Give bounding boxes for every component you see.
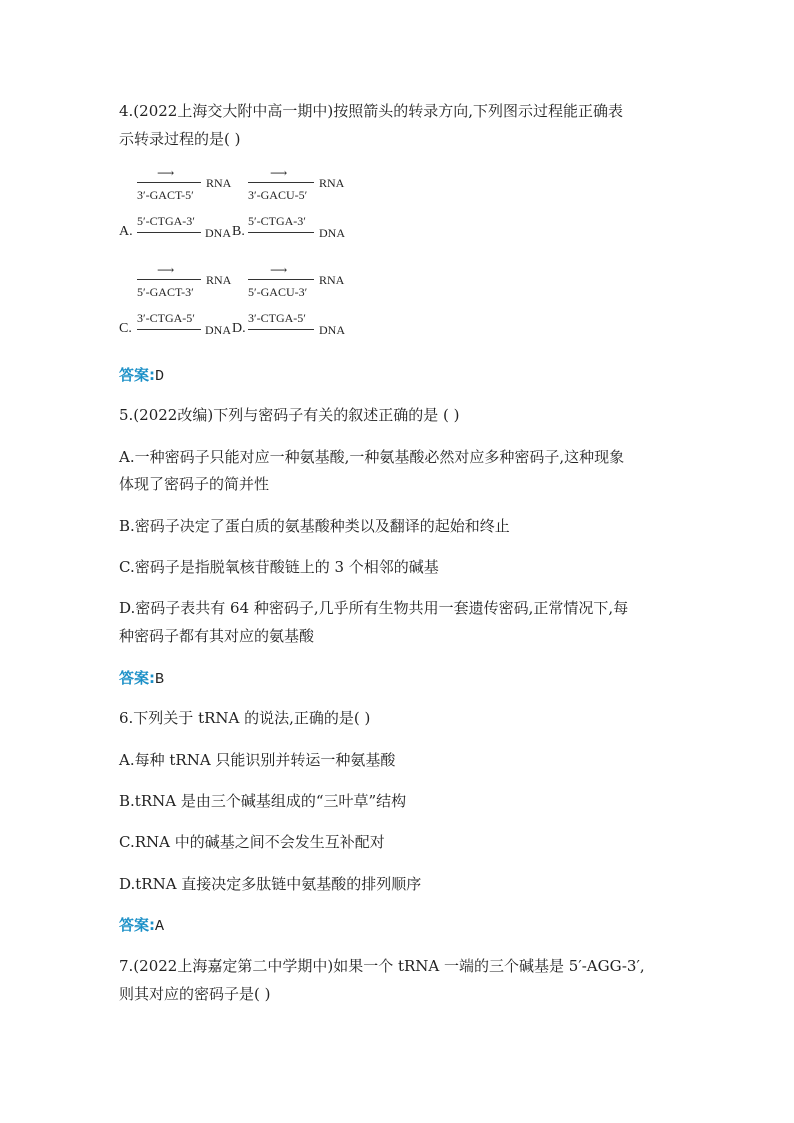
- strand-line: [248, 232, 314, 233]
- q5-option-a-line1: A.一种密码子只能对应一种氨基酸,一种氨基酸必然对应多种密码子,这种现象: [119, 448, 625, 466]
- q7-stem-line1: 7.(2022上海嘉定第二中学期中)如果一个 tRNA 一端的三个碱基是 5′-AGG-3′,: [119, 957, 645, 975]
- answer-value: B: [155, 671, 165, 688]
- q6-option-c: C.RNA 中的碱基之间不会发生互补配对: [119, 833, 385, 851]
- q4-c-dna-seq: 3′-CTGA-5′: [137, 311, 195, 325]
- q4-d-rna-seq: 5′-GACU-3′: [248, 285, 308, 299]
- strand-line: [248, 329, 314, 330]
- q5-option-d-line2: 种密码子都有其对应的氨基酸: [119, 627, 315, 645]
- rna-label: RNA: [319, 176, 345, 190]
- q4-stem-line1: 4.(2022上海交大附中高一期中)按照箭头的转录方向,下列图示过程能正确表: [119, 102, 623, 120]
- strand-line: [137, 279, 201, 280]
- arrow-icon: ⟶: [157, 166, 175, 180]
- dna-label: DNA: [319, 226, 345, 240]
- q4-b-rna-seq: 3′-GACU-5′: [248, 188, 308, 202]
- answer-label: 答案:: [119, 916, 155, 934]
- q4-answer: [119, 365, 164, 387]
- dna-label: DNA: [205, 226, 231, 240]
- q4-option-c-letter: C.: [119, 321, 132, 336]
- q4-a-rna-seq: 3′-GACT-5′: [137, 188, 194, 202]
- q4-c-dna: [137, 323, 231, 338]
- q4-b-dna-seq: 5′-CTGA-3′: [248, 214, 306, 228]
- q5-option-b: B.密码子决定了蛋白质的氨基酸种类以及翻译的起始和终止: [119, 517, 510, 535]
- answer-label: 答案:: [119, 669, 155, 687]
- strand-line: [137, 329, 201, 330]
- rna-label: RNA: [319, 273, 345, 287]
- q4-option-b-letter: B.: [232, 224, 245, 239]
- q4-d-dna: [248, 323, 345, 338]
- q4-a-dna: [137, 226, 231, 241]
- answer-value: D: [155, 368, 165, 385]
- strand-line: [137, 182, 201, 183]
- strand-line: [248, 182, 314, 183]
- rna-label: RNA: [206, 176, 232, 190]
- q5-stem: 5.(2022改编)下列与密码子有关的叙述正确的是 ( ): [119, 406, 460, 424]
- q4-d-dna-seq: 3′-CTGA-5′: [248, 311, 306, 325]
- answer-value: A: [155, 918, 165, 935]
- q6-option-d: D.tRNA 直接决定多肽链中氨基酸的排列顺序: [119, 875, 422, 893]
- q4-option-d-letter: D.: [232, 321, 246, 336]
- arrow-icon: ⟶: [270, 263, 288, 277]
- arrow-icon: ⟶: [270, 166, 288, 180]
- q4-stem-line2: 示转录过程的是( ): [119, 130, 241, 148]
- rna-label: RNA: [206, 273, 232, 287]
- q6-stem: 6.下列关于 tRNA 的说法,正确的是( ): [119, 709, 371, 727]
- q4-a-dna-seq: 5′-CTGA-3′: [137, 214, 195, 228]
- q5-answer: [119, 668, 164, 690]
- q4-b-dna: [248, 226, 345, 241]
- q7-stem-line2: 则其对应的密码子是( ): [119, 985, 271, 1003]
- strand-line: [248, 279, 314, 280]
- q6-answer: [119, 915, 164, 937]
- arrow-icon: ⟶: [157, 263, 175, 277]
- q4-c-rna-seq: 5′-GACT-3′: [137, 285, 194, 299]
- q6-option-a: A.每种 tRNA 只能识别并转运一种氨基酸: [119, 751, 396, 769]
- strand-line: [137, 232, 201, 233]
- q5-option-d-line1: D.密码子表共有 64 种密码子,几乎所有生物共用一套遗传密码,正常情况下,每: [119, 599, 629, 617]
- dna-label: DNA: [319, 323, 345, 337]
- answer-label: 答案:: [119, 366, 155, 384]
- dna-label: DNA: [205, 323, 231, 337]
- q5-option-c: C.密码子是指脱氧核苷酸链上的 3 个相邻的碱基: [119, 558, 439, 576]
- q4-option-a-letter: A.: [119, 224, 133, 239]
- q5-option-a-line2: 体现了密码子的简并性: [119, 475, 270, 493]
- q6-option-b: B.tRNA 是由三个碱基组成的“三叶草”结构: [119, 792, 407, 810]
